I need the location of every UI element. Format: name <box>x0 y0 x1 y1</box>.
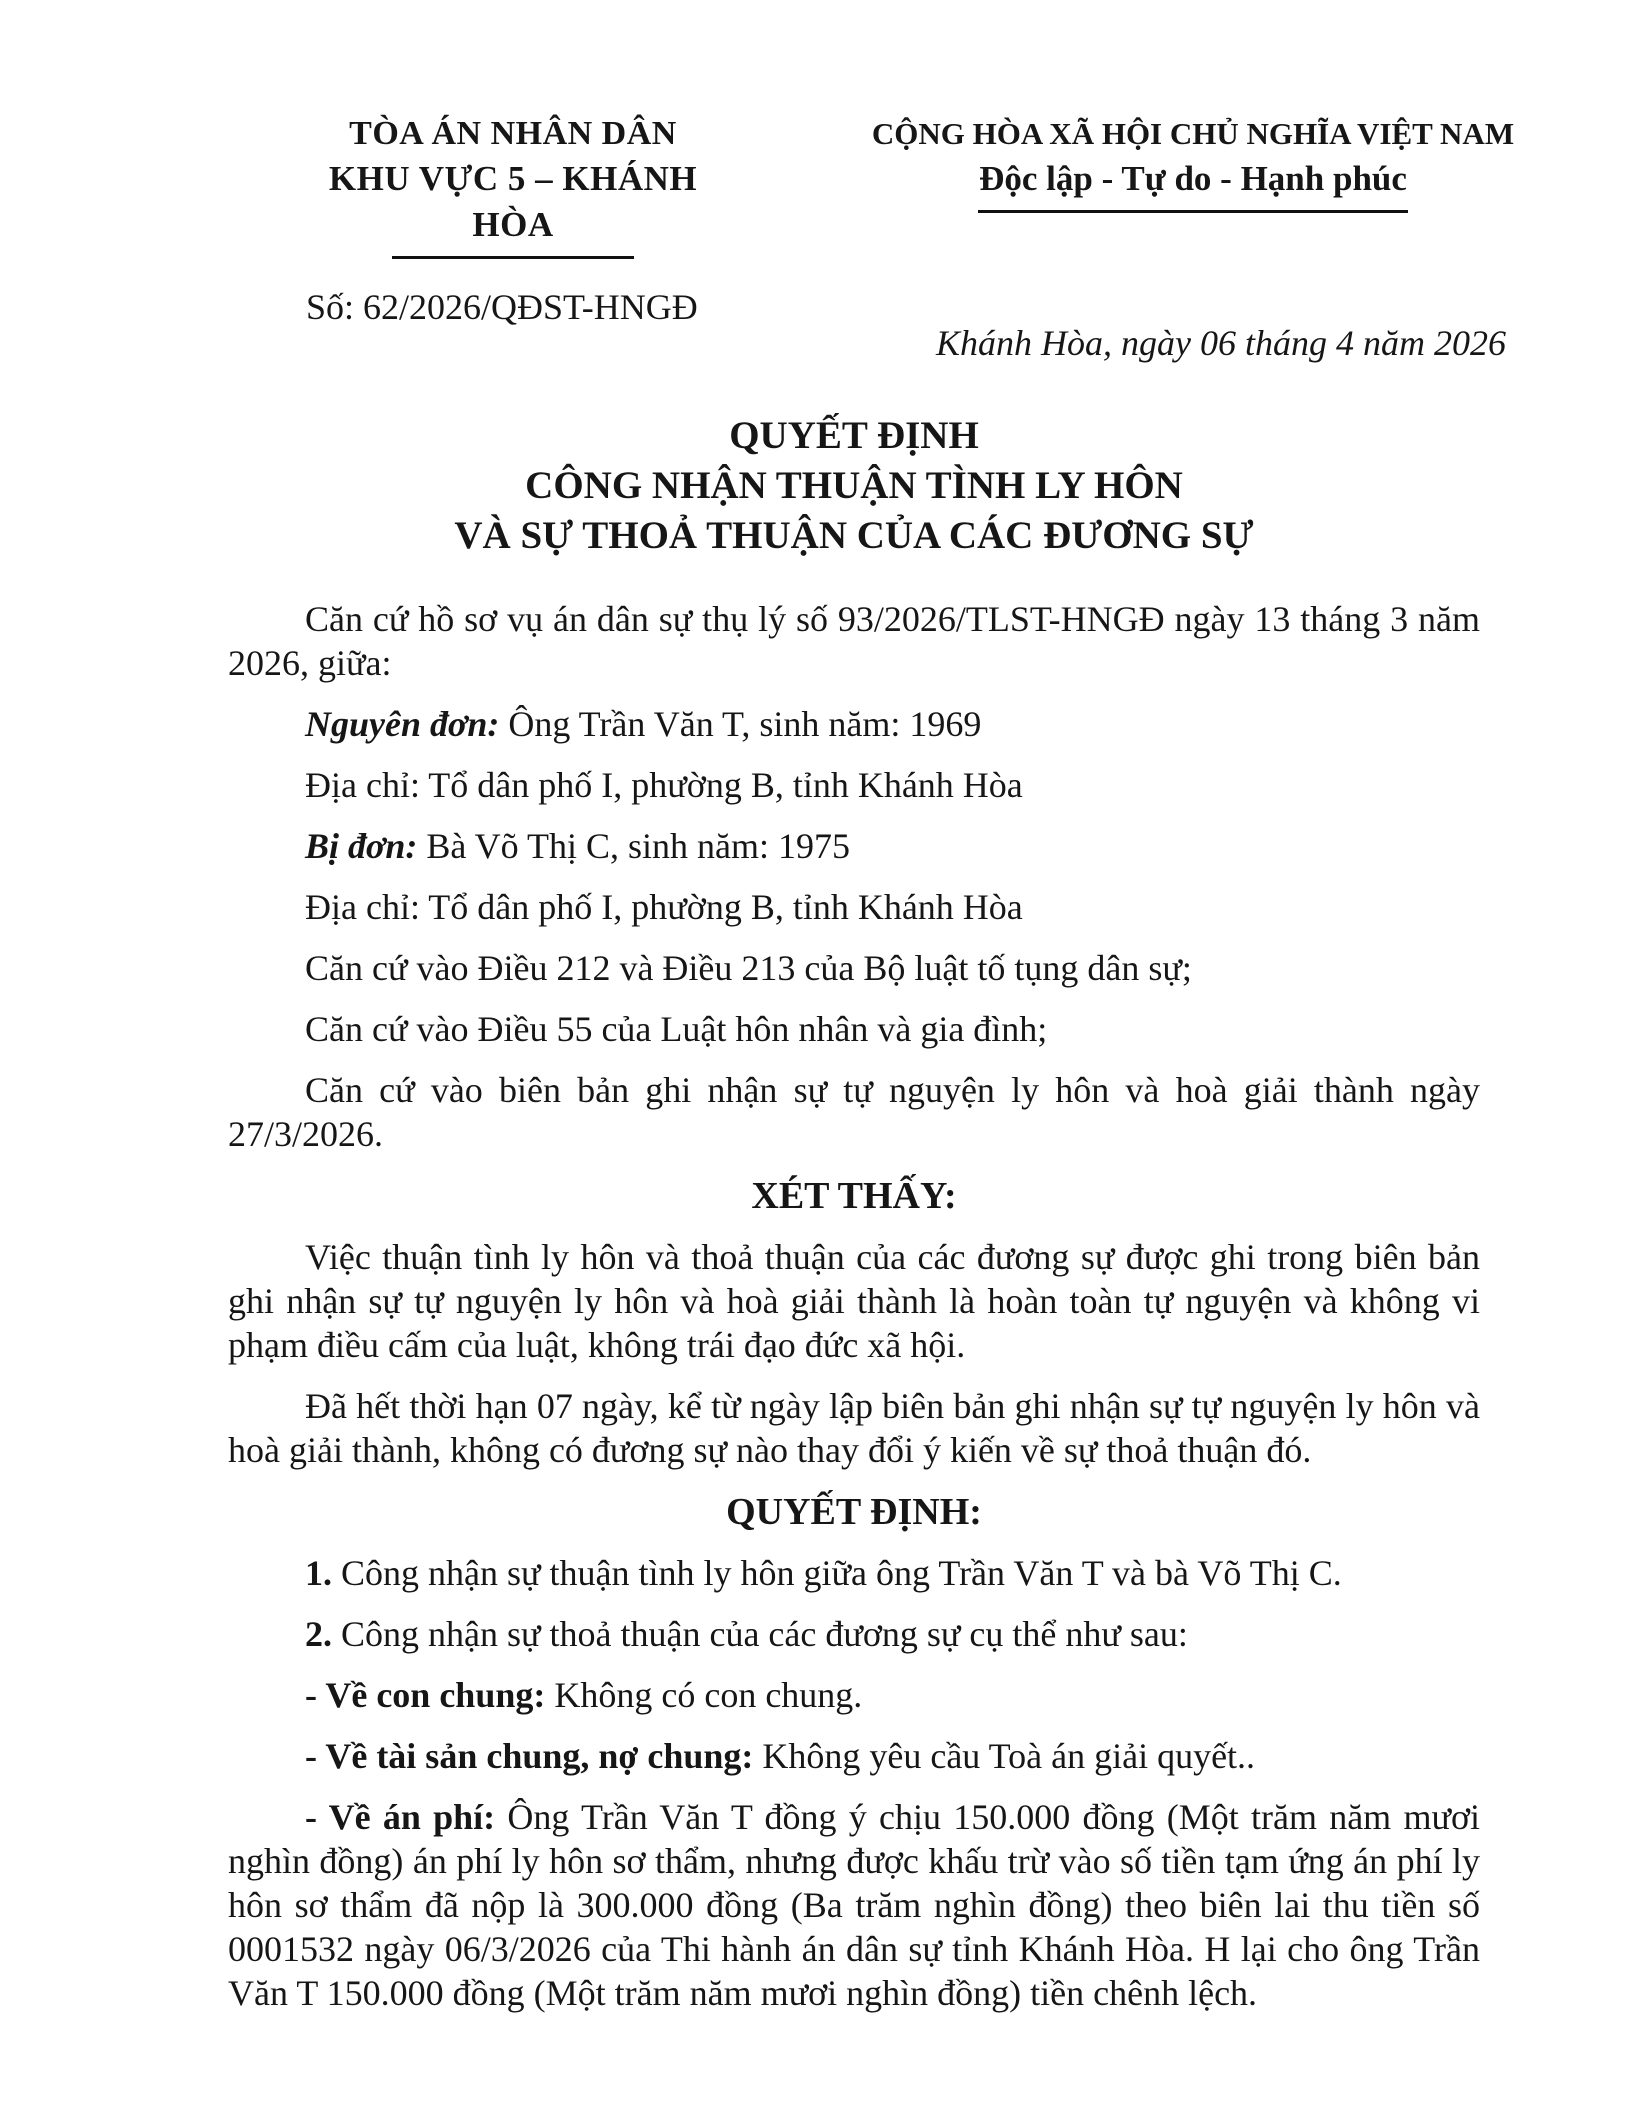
defendant-value: Bà Võ Thị C, sinh năm: 1975 <box>417 826 851 866</box>
consideration-paragraph-2: Đã hết thời hạn 07 ngày, kể từ ngày lập biên bản ghi nhận sự tự nguyện ly hôn và hoà giải thành, không có đương sự nào thay đổi ý kiến về sự thoả thuận đó. <box>228 1386 1480 1470</box>
document-number: Số: 62/2026/QĐST-HNGĐ <box>306 287 698 327</box>
decision-item-1-number: 1. <box>305 1553 332 1593</box>
plaintiff-address: Địa chỉ: Tổ dân phố I, phường B, tỉnh Khánh Hòa <box>305 765 1023 805</box>
children-clause-label: - Về con chung: <box>305 1675 546 1715</box>
fee-clause-text: Ông Trần Văn T đồng ý chịu 150.000 đồng (Một trăm năm mươi nghìn đồng) án phí ly hôn sơ thẩm, nhưng được khấu trừ vào số tiền tạm ứng án phí ly hôn sơ thẩm đã nộp là 300.000 đồng (Ba trăm nghìn đồng) theo biên lai thu tiền số 0001532 ngày 06/3/2026 của Thi hành án dân sự tỉnh Khánh Hòa. H lại cho ông Trần Văn T 150.000 đồng (Một trăm năm mươi nghìn đồng) tiền chênh lệch. <box>228 1797 1480 2013</box>
plaintiff-label: Nguyên đơn: <box>305 704 500 744</box>
basis-paragraph-1: Căn cứ vào Điều 212 và Điều 213 của Bộ luật tố tụng dân sự; <box>305 948 1192 988</box>
court-header-rule <box>392 256 634 259</box>
fee-clause-label: - Về án phí: <box>305 1797 496 1837</box>
decision-item-2 <box>228 1612 1480 1656</box>
children-clause-text: Không có con chung. <box>545 1675 863 1715</box>
court-region: KHU VỰC 5 – KHÁNH HÒA <box>328 159 698 244</box>
court-name: TÒA ÁN NHÂN DÂN <box>349 115 677 152</box>
national-motto-line2: Độc lập - Tự do - Hạnh phúc <box>979 159 1407 198</box>
consideration-paragraph-1: Việc thuận tình ly hôn và thoả thuận của các đương sự được ghi trong biên bản ghi nhận sự tự nguyện ly hôn và hoà giải thành là hoàn toàn tự nguyện và không vi phạm điều cấm của luật, không trái đạo đức xã hội. <box>228 1237 1480 1365</box>
document-header <box>298 112 1540 259</box>
national-header-rule <box>978 210 1408 213</box>
defendant-line <box>228 824 1480 868</box>
plaintiff-value: Ông Trần Văn T, sinh năm: 1969 <box>499 704 982 744</box>
document-title <box>228 411 1480 561</box>
basis-paragraph-3: Căn cứ vào biên bản ghi nhận sự tự nguyện ly hôn và hoà giải thành ngày 27/3/2026. <box>228 1070 1480 1154</box>
defendant-address: Địa chỉ: Tổ dân phố I, phường B, tỉnh Khánh Hòa <box>305 887 1023 927</box>
title-line-3: VÀ SỰ THOẢ THUẬN CỦA CÁC ĐƯƠNG SỰ <box>454 514 1254 557</box>
decision-item-1-text: Công nhận sự thuận tình ly hôn giữa ông Trần Văn T và bà Võ Thị C. <box>332 1553 1342 1593</box>
children-clause <box>228 1673 1480 1717</box>
national-header-block <box>848 112 1538 213</box>
property-clause-label: - Về tài sản chung, nợ chung: <box>305 1736 754 1776</box>
place-and-date: Khánh Hòa, ngày 06 tháng 4 năm 2026 <box>936 323 1506 363</box>
decision-heading: QUYẾT ĐỊNH: <box>726 1491 982 1533</box>
title-line-2: CÔNG NHẬN THUẬN TÌNH LY HÔN <box>525 464 1183 507</box>
fee-clause <box>228 1795 1480 2015</box>
plaintiff-line <box>228 702 1480 746</box>
decision-item-1 <box>228 1551 1480 1595</box>
intro-paragraph: Căn cứ hồ sơ vụ án dân sự thụ lý số 93/2026/TLST-HNGĐ ngày 13 tháng 3 năm 2026, giữa: <box>228 599 1480 683</box>
subheader-row <box>228 285 1506 365</box>
document-body <box>228 597 1480 2015</box>
national-motto-line1: CỘNG HÒA XÃ HỘI CHỦ NGHĨA VIỆT NAM <box>871 116 1515 151</box>
title-line-1: QUYẾT ĐỊNH <box>729 414 979 457</box>
property-clause <box>228 1734 1480 1778</box>
decision-item-2-number: 2. <box>305 1614 332 1654</box>
basis-paragraph-2: Căn cứ vào Điều 55 của Luật hôn nhân và gia đình; <box>305 1009 1048 1049</box>
consideration-heading: XÉT THẤY: <box>751 1175 957 1217</box>
court-header-block <box>298 112 728 259</box>
decision-item-2-text: Công nhận sự thoả thuận của các đương sự cụ thể như sau: <box>332 1614 1188 1654</box>
defendant-label: Bị đơn: <box>305 826 418 866</box>
property-clause-text: Không yêu cầu Toà án giải quyết.. <box>753 1736 1256 1776</box>
